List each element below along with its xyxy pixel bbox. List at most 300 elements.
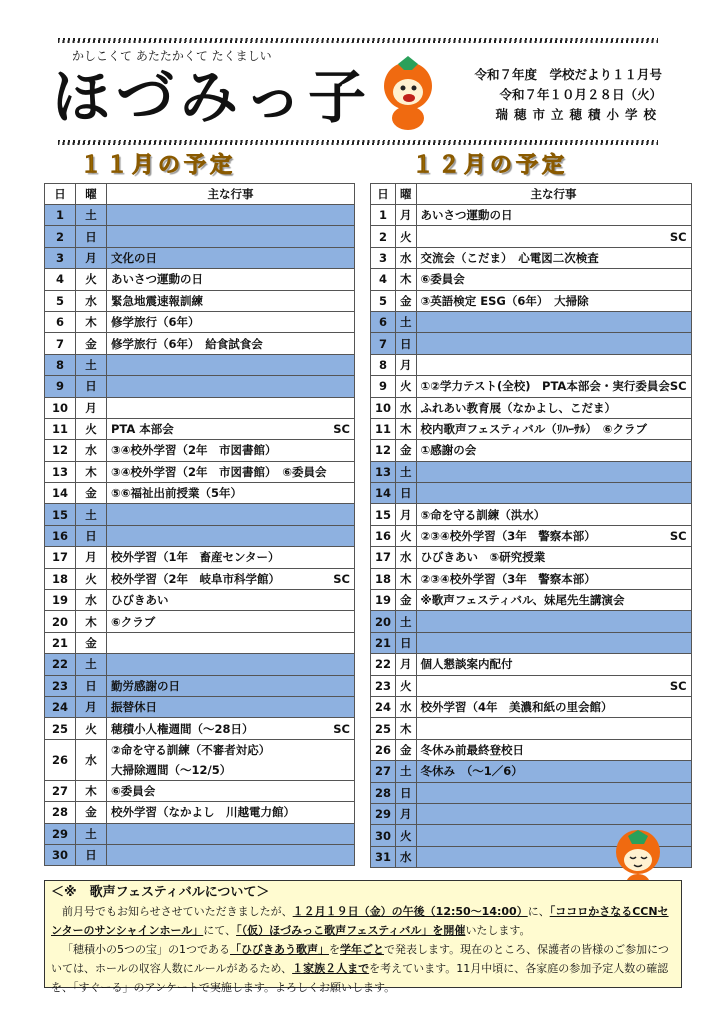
day-cell: 10 [45,397,76,418]
weekday-cell: 金 [396,739,417,760]
table-row [371,376,692,397]
weekday-cell: 土 [76,823,107,844]
mascot-icon [372,52,442,132]
event-cell [107,205,355,226]
event-cell [107,311,355,332]
day-cell: 7 [45,333,76,354]
sc-marker: SC [333,422,350,437]
weekday-cell: 土 [396,761,417,782]
school-motto: かしこくて あたたかくて たくましい [72,49,272,63]
event-cell [416,718,691,739]
notice-emphasis: 「（仮）ほづみっこ歌声フェスティバル」を開催 [236,924,466,937]
day-cell: 28 [45,802,76,823]
event-cell [107,247,355,268]
weekday-cell: 火 [76,718,107,739]
day-cell: 25 [371,718,396,739]
day-cell: 16 [45,525,76,546]
table-row [45,632,355,653]
event-cell [107,547,355,568]
table-row [45,568,355,589]
weekday-cell: 木 [76,780,107,801]
weekday-cell: 金 [396,290,417,311]
event-text: ⑤命を守る訓練（洪水） [420,507,546,522]
table-row [371,718,692,739]
column-header: 日 [371,184,396,205]
weekday-cell: 木 [76,311,107,332]
event-cell [107,590,355,611]
table-row [45,311,355,332]
event-cell [416,739,691,760]
notice-text: いたします。 [465,924,531,937]
table-row [45,290,355,311]
weekday-cell: 金 [396,590,417,611]
day-cell: 20 [371,611,396,632]
event-text-line2: 大掃除週間（～12/5） [111,762,232,777]
table-row [45,397,355,418]
table-row [45,739,355,780]
notice-text: を考えています。11月中頃に、各家庭の参加予定人数の確認を、「すぐーる」のアンケートで実施します。よろしくお願いします。 [51,962,669,994]
event-text: PTA 本部会 [111,422,174,437]
notice-emphasis: １家族２人まで [292,962,370,975]
day-cell: 30 [371,825,396,846]
sc-marker: SC [669,379,687,394]
event-cell [416,568,691,589]
table-row [45,823,355,844]
column-header: 曜 [396,184,417,205]
notice-text: に、 [527,905,550,918]
event-text: 校外学習（なかよし 川越電力館） [111,805,295,820]
table-row [45,226,355,247]
weekday-cell: 火 [76,418,107,439]
weekday-cell: 月 [396,354,417,375]
table-row [371,397,692,418]
weekday-cell: 水 [396,397,417,418]
event-cell [416,461,691,482]
day-cell: 29 [371,803,396,824]
top-divider [58,38,658,43]
table-row [371,226,692,247]
sc-marker: SC [333,721,350,736]
day-cell: 20 [45,611,76,632]
day-cell: 11 [45,418,76,439]
day-cell: 23 [45,675,76,696]
day-cell: 12 [45,440,76,461]
day-cell: 4 [371,269,396,290]
event-cell [416,525,691,546]
day-cell: 28 [371,782,396,803]
event-text: ③④校外学習（2年 市図書館） [111,443,277,458]
event-text: ③英語検定 ESG（6年） 大掃除 [420,293,589,308]
event-text: ⑤⑥福祉出前授業（5年） [111,486,242,501]
day-cell: 1 [45,205,76,226]
event-cell [416,590,691,611]
weekday-cell: 月 [396,205,417,226]
weekday-cell: 月 [396,803,417,824]
day-cell: 16 [371,525,396,546]
day-cell: 3 [371,247,396,268]
event-text: ⑥クラブ [111,614,156,629]
notice-text: を [329,943,340,956]
event-cell [107,418,355,439]
weekday-cell: 水 [396,247,417,268]
event-cell [107,654,355,675]
day-cell: 13 [371,461,396,482]
table-row [45,354,355,375]
day-cell: 8 [45,354,76,375]
song-festival-notice [44,880,682,994]
day-cell: 23 [371,675,396,696]
weekday-cell: 火 [396,376,417,397]
event-text: 冬休み前最終登校日 [420,742,525,757]
weekday-cell: 日 [76,675,107,696]
weekday-cell: 水 [396,547,417,568]
column-header: 日 [45,184,76,205]
table-row [45,418,355,439]
event-cell [416,504,691,525]
notice-heading: ＜※ 歌声フェスティバルについて＞ [51,885,270,900]
event-text: 交流会（こだま） 心電図二次検査 [420,250,599,265]
event-text: 校外学習（2年 岐阜市科学館） [111,571,280,586]
event-cell [107,718,355,739]
day-cell: 21 [371,632,396,653]
event-text: ②③④校外学習（3年 警察本部） [420,571,596,586]
table-row [371,354,692,375]
event-text: ふれあい教育展（なかよし、こだま） [420,400,617,415]
table-row [371,632,692,653]
table-row [371,696,692,717]
event-cell [416,376,691,397]
weekday-cell: 土 [396,311,417,332]
day-cell: 9 [371,376,396,397]
column-header: 主な行事 [416,184,691,205]
event-cell [107,632,355,653]
weekday-cell: 火 [76,568,107,589]
weekday-cell: 木 [76,611,107,632]
event-text: ①感謝の会 [420,443,477,458]
table-row [45,802,355,823]
event-text: 緊急地震速報訓練 [111,293,203,308]
event-cell [107,290,355,311]
event-text: ③④校外学習（2年 市図書館） ⑥委員会 [111,464,327,479]
event-cell [107,525,355,546]
day-cell: 5 [45,290,76,311]
weekday-cell: 土 [396,461,417,482]
table-row [45,525,355,546]
weekday-cell: 月 [396,504,417,525]
table-row [45,780,355,801]
event-cell [107,376,355,397]
event-cell [416,397,691,418]
table-row [371,803,692,824]
weekday-cell: 日 [76,525,107,546]
table-row [45,718,355,739]
event-cell [416,418,691,439]
weekday-cell: 月 [76,547,107,568]
table-row [371,205,692,226]
event-text: ②③④校外学習（3年 警察本部） [420,529,596,544]
notice-text: 前月号でもお知らせさせていただきましたが、 [62,905,293,918]
weekday-cell: 月 [76,696,107,717]
event-text: 修学旅行（6年） [111,315,200,330]
table-row [45,504,355,525]
event-cell [107,780,355,801]
event-cell [107,844,355,865]
table-row [45,205,355,226]
event-cell [416,226,691,247]
day-cell: 5 [371,290,396,311]
day-cell: 7 [371,333,396,354]
notice-paragraph [51,902,675,940]
table-row [371,461,692,482]
sc-marker: SC [333,571,350,586]
weekday-cell: 金 [76,483,107,504]
event-text: 文化の日 [111,250,157,265]
day-cell: 25 [45,718,76,739]
day-cell: 14 [45,483,76,504]
event-cell [416,440,691,461]
day-cell: 18 [371,568,396,589]
day-cell: 1 [371,205,396,226]
event-cell [416,205,691,226]
event-cell [107,483,355,504]
day-cell: 22 [45,654,76,675]
event-cell [107,823,355,844]
notice-text: 「穂積小の5つの宝」の1つである [62,943,230,956]
day-cell: 11 [371,418,396,439]
weekday-cell: 火 [396,525,417,546]
weekday-cell: 月 [396,654,417,675]
table-row [371,483,692,504]
table-row [371,504,692,525]
event-cell [107,802,355,823]
table-row [45,675,355,696]
notice-paragraph [51,940,675,997]
day-cell: 19 [371,590,396,611]
day-cell: 26 [45,739,76,780]
day-cell: 21 [45,632,76,653]
event-text: ひびきあい [111,593,169,608]
event-cell [416,247,691,268]
notice-text: にて、 [203,924,237,937]
weekday-cell: 土 [76,205,107,226]
weekday-cell: 日 [76,376,107,397]
day-cell: 2 [45,226,76,247]
table-row [45,654,355,675]
november-title: １１月の予定 [80,153,237,178]
event-cell [107,397,355,418]
weekday-cell: 日 [396,333,417,354]
weekday-cell: 水 [396,846,417,867]
sc-marker: SC [669,229,687,244]
day-cell: 26 [371,739,396,760]
day-cell: 29 [45,823,76,844]
day-cell: 4 [45,269,76,290]
event-cell [107,568,355,589]
table-row [45,696,355,717]
day-cell: 13 [45,461,76,482]
weekday-cell: 金 [76,333,107,354]
table-row [371,654,692,675]
event-cell [416,675,691,696]
weekday-cell: 日 [396,483,417,504]
weekday-cell: 水 [76,590,107,611]
event-text: 校内歌声フェスティバル（ﾘﾊｰｻﾙ） ⑥クラブ [420,422,648,437]
table-row [371,418,692,439]
table-row [45,547,355,568]
table-row [45,483,355,504]
weekday-cell: 月 [76,247,107,268]
weekday-cell: 木 [396,568,417,589]
table-row [371,568,692,589]
day-cell: 14 [371,483,396,504]
table-row [371,675,692,696]
weekday-cell: 火 [396,825,417,846]
table-row [371,333,692,354]
issue-date: 令和７年１０月２８日（火） [499,87,662,102]
event-text: 校外学習（1年 畜産センター） [111,550,280,565]
weekday-cell: 火 [396,675,417,696]
notice-emphasis: １２月１９日（金）の午後（12:50～14:00） [292,905,528,918]
weekday-cell: 土 [396,611,417,632]
event-cell [416,290,691,311]
notice-emphasis: 学年ごと [340,943,384,956]
weekday-cell: 土 [76,654,107,675]
weekday-cell: 日 [76,226,107,247]
weekday-cell: 金 [396,440,417,461]
event-cell [416,311,691,332]
weekday-cell: 木 [396,718,417,739]
event-cell [416,761,691,782]
day-cell: 2 [371,226,396,247]
weekday-cell: 火 [76,269,107,290]
day-cell: 18 [45,568,76,589]
event-text: 個人懇談案内配付 [420,657,513,672]
table-row [371,739,692,760]
event-text: ひびきあい ⑤研究授業 [420,550,546,565]
day-cell: 24 [45,696,76,717]
sc-marker: SC [669,529,687,544]
day-cell: 24 [371,696,396,717]
event-text: 校外学習（4年 美濃和紙の里会館） [420,700,613,715]
event-cell [107,354,355,375]
school-name: 瑞穂市立穂積小学校 [495,107,662,122]
event-cell [416,632,691,653]
table-header-row [371,184,692,205]
notice-emphasis: 「ひびきあう歌声」 [230,943,329,956]
event-cell [107,739,355,780]
weekday-cell: 日 [396,782,417,803]
weekday-cell: 水 [76,739,107,780]
day-cell: 27 [45,780,76,801]
weekday-cell: 金 [76,802,107,823]
event-text: 勤労感謝の日 [111,678,180,693]
weekday-cell: 木 [76,461,107,482]
weekday-cell: 日 [396,632,417,653]
event-text: ※歌声フェスティバル、妹尾先生講演会 [420,593,625,608]
event-cell [416,611,691,632]
event-cell [416,547,691,568]
event-text: 修学旅行（6年） 給食試食会 [111,336,263,351]
event-cell [107,333,355,354]
weekday-cell: 土 [76,504,107,525]
newsletter-info [442,65,662,125]
event-cell [107,696,355,717]
weekday-cell: 火 [396,226,417,247]
weekday-cell: 土 [76,354,107,375]
table-row [371,269,692,290]
event-text: ⑥委員会 [111,783,156,798]
day-cell: 6 [45,311,76,332]
event-cell [107,461,355,482]
event-text: 冬休み （～1／6） [420,764,523,779]
issue-label: 令和７年度 学校だより１１月号 [474,67,662,82]
table-row [371,590,692,611]
table-row [45,461,355,482]
event-text: あいさつ運動の日 [420,208,513,223]
table-row [371,611,692,632]
event-text: 振替休日 [111,700,157,715]
day-cell: 17 [371,547,396,568]
weekday-cell: 水 [76,290,107,311]
table-row [45,611,355,632]
event-cell [416,354,691,375]
event-cell [416,696,691,717]
december-schedule-table [370,183,692,868]
event-cell [107,675,355,696]
event-cell [107,440,355,461]
event-text: ②命を守る訓練（不審者対応） [111,742,271,757]
notice-text: で発表します。現在のところ、保護者の皆様のご参加については、ホールの収容人数にルールがあるため、 [51,943,669,975]
table-row [371,290,692,311]
day-cell: 10 [371,397,396,418]
weekday-cell: 木 [396,269,417,290]
notice-emphasis: 「ココロかさなるCCNセンターのサンシャインホール」 [51,905,669,937]
weekday-cell: 水 [396,696,417,717]
table-row [371,525,692,546]
day-cell: 19 [45,590,76,611]
table-row [45,269,355,290]
event-cell [416,782,691,803]
event-text: 穂積小人権週間（～28日） [111,721,254,736]
weekday-cell: 月 [76,397,107,418]
event-cell [107,226,355,247]
table-row [45,590,355,611]
day-cell: 17 [45,547,76,568]
event-cell [416,803,691,824]
event-cell [416,483,691,504]
table-row [45,376,355,397]
day-cell: 12 [371,440,396,461]
event-text: ⑥委員会 [420,272,465,287]
event-cell [416,654,691,675]
table-row [45,247,355,268]
header-divider [58,140,658,145]
table-row [371,247,692,268]
day-cell: 6 [371,311,396,332]
event-cell [107,269,355,290]
weekday-cell: 木 [396,418,417,439]
event-text: あいさつ運動の日 [111,272,203,287]
december-title: １２月の予定 [412,153,569,178]
day-cell: 31 [371,846,396,867]
weekday-cell: 日 [76,844,107,865]
day-cell: 8 [371,354,396,375]
table-row [371,782,692,803]
table-row [371,761,692,782]
day-cell: 15 [45,504,76,525]
newsletter-title: ほづみっ子 [52,63,373,131]
event-cell [107,611,355,632]
